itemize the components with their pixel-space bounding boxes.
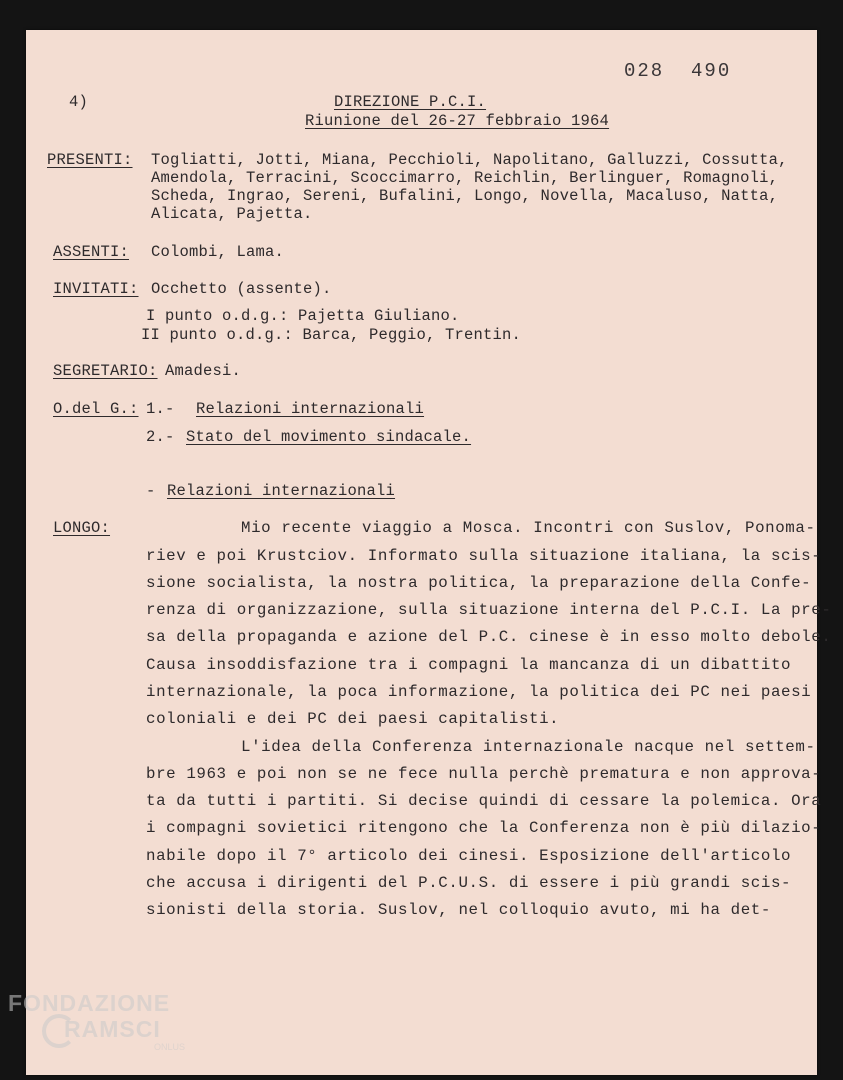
invitati-value: Occhetto (assente).	[151, 280, 332, 298]
speaker-label: LONGO:	[53, 519, 111, 537]
assenti-label: ASSENTI:	[53, 243, 130, 261]
body-line: nabile dopo il 7° articolo dei cinesi. Esposizione dell'articolo	[146, 847, 792, 865]
odg-item-2: Stato del movimento sindacale.	[186, 428, 472, 446]
body-line: sa della propaganda e azione del P.C. cinese è in esso molto debole.	[146, 628, 832, 646]
presenti-line: Amendola, Terracini, Scoccimarro, Reichlin, Berlinguer, Romagnoli,	[151, 169, 779, 187]
odg-item-number: 1.-	[146, 400, 175, 418]
body-line: sionisti della storia. Suslov, nel colloquio avuto, mi ha det-	[146, 901, 771, 919]
invitati-label: INVITATI:	[53, 280, 139, 298]
assenti-value: Colombi, Lama.	[151, 243, 285, 261]
odg-item-1: Relazioni internazionali	[196, 400, 425, 418]
presenti-label: PRESENTI:	[47, 151, 133, 169]
watermark-line-3: ONLUS	[154, 1042, 186, 1052]
body-line: i compagni sovietici ritengono che la Conferenza non è più dilazio-	[146, 819, 822, 837]
body-line: che accusa i dirigenti del P.C.U.S. di essere i più grandi scis-	[146, 874, 792, 892]
body-line: Causa insoddisfazione tra i compagni la mancanza di un dibattito	[146, 656, 792, 674]
body-line: coloniali e dei PC dei paesi capitalisti.	[146, 710, 560, 728]
segretario-label: SEGRETARIO:	[53, 362, 158, 380]
watermark-line-1: FONDAZIONE	[8, 990, 171, 1016]
body-line: riev e poi Krustciov. Informato sulla situazione italiana, la scis-	[146, 547, 822, 565]
body-line: renza di organizzazione, sulla situazione interna del P.C.I. La pre-	[146, 601, 832, 619]
document-title: DIREZIONE P.C.I.	[334, 93, 487, 111]
body-line: ta da tutti i partiti. Si decise quindi di cessare la polemica. Ora	[146, 792, 822, 810]
segretario-value: Amadesi.	[165, 362, 242, 380]
odg-item-number: 2.-	[146, 428, 175, 446]
invitati-punto-1: I punto o.d.g.: Pajetta Giuliano.	[146, 307, 460, 325]
body-line: L'idea della Conferenza internazionale nacque nel settem-	[241, 738, 816, 756]
section-dash: -	[146, 482, 156, 500]
watermark-line-2: RAMSCI	[64, 1016, 161, 1042]
odg-label: O.del G.:	[53, 400, 139, 418]
presenti-line: Alicata, Pajetta.	[151, 205, 313, 223]
presenti-line: Togliatti, Jotti, Miana, Pecchioli, Napolitano, Galluzzi, Cossutta,	[151, 151, 788, 169]
document-number: 028 490	[624, 60, 732, 82]
fondazione-gramsci-watermark	[8, 990, 218, 1070]
page-index: 4)	[69, 93, 89, 111]
body-line: Mio recente viaggio a Mosca. Incontri con Suslov, Ponoma-	[241, 519, 816, 537]
section-title: Relazioni internazionali	[167, 482, 396, 500]
meeting-date: Riunione del 26-27 febbraio 1964	[305, 112, 610, 130]
document-page	[26, 30, 832, 1075]
body-line: bre 1963 e poi non se ne fece nulla perchè prematura e non approva-	[146, 765, 822, 783]
body-line: internazionale, la poca informazione, la politica dei PC nei paesi	[146, 683, 812, 701]
presenti-line: Scheda, Ingrao, Sereni, Bufalini, Longo, Novella, Macaluso, Natta,	[151, 187, 779, 205]
invitati-punto-2: II punto o.d.g.: Barca, Peggio, Trentin.	[141, 326, 522, 344]
body-line: sione socialista, la nostra politica, la preparazione della Confe-	[146, 574, 812, 592]
